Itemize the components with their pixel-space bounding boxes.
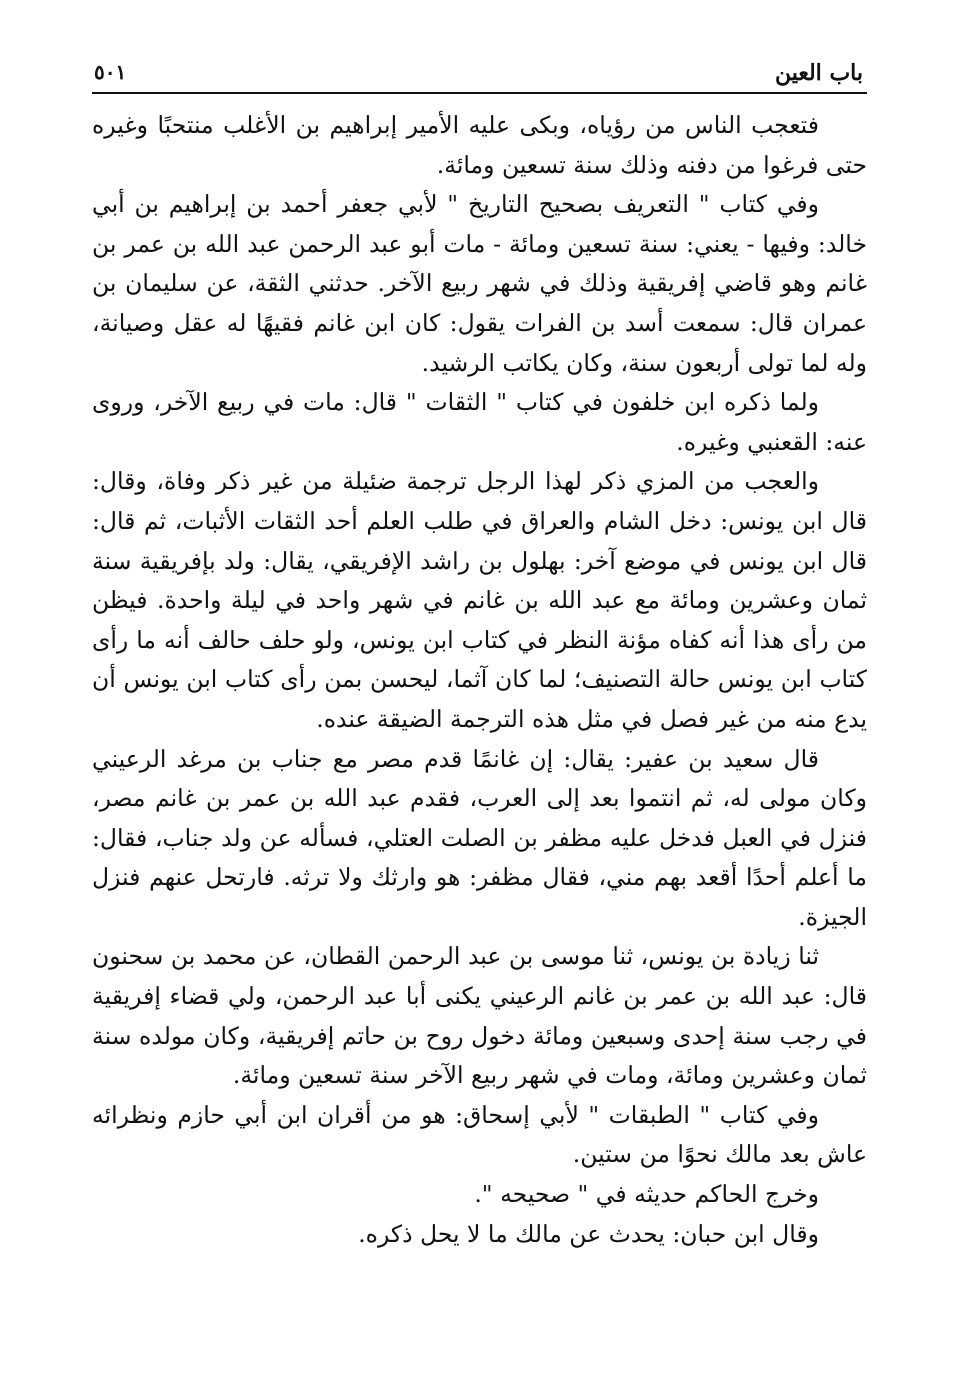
paragraph: فتعجب الناس من رؤياه، وبكى عليه الأمير إبراهيم بن الأغلب منتحبًا وغيره حتى فرغوا من دفنه وذلك سنة تسعين ومائة.	[92, 111, 867, 179]
page-number: ٥٠١	[94, 60, 127, 84]
paragraph: وخرج الحاكم حديثه في " صحيحه ".	[474, 1180, 819, 1209]
paragraph: وفي كتاب " التعريف بصحيح التاريخ " لأبي جعفر أحمد بن إبراهيم بن أبي خالد: وفيها - يعني: سنة تسعين ومائة - مات أبو عبد الرحمن عبد الله بن عمر بن غانم وهو قاضي إفريقية وذلك في شهر ربيع الآخر. حدثني الثقة، عن سليمان بن عمران قال: سمعت أسد بن الفرات يقول: كان ابن غانم فقيهًا له عقل وصيانة، وله لما تولى أربعون سنة، وكان يكاتب الرشيد.	[92, 190, 867, 377]
document-page	[92, 48, 867, 1254]
paragraph: قال سعيد بن عفير: يقال: إن غانمًا قدم مصر مع جناب بن مرغد الرعيني وكان مولى له، ثم انتموا بعد إلى العرب، فقدم عبد الله بن عمر بن غانم مصر، فنزل في العبل فدخل عليه مظفر بن الصلت العتلي، فسأله عن ولد جناب، فقال: ما أعلم أحدًا أقعد بهم مني، فقال مظفر: هو وارثك ولا ترثه. فارتحل عنهم فنزل الجيزة.	[92, 744, 867, 931]
paragraph: وقال ابن حبان: يحدث عن مالك ما لا يحل ذكره.	[358, 1219, 819, 1248]
paragraph: والعجب من المزي ذكر لهذا الرجل ترجمة ضئيلة من غير ذكر وفاة، وقال: قال ابن يونس: دخل الشام والعراق في طلب العلم أحد الثقات الأثبات، ثم قال: قال ابن يونس في موضع آخر: بهلول بن راشد الإفريقي، يقال: ولد بإفريقية سنة ثمان وعشرين ومائة مع عبد الله بن غانم في شهر واحد في ليلة واحدة. فيظن من رأى هذا أنه كفاه مؤنة النظر في كتاب ابن يونس، ولو حلف حالف أنه ما رأى كتاب ابن يونس حالة التصنيف؛ لما كان آثما، ليحسن بمن رأى كتاب ابن يونس أن يدع منه من غير فصل في مثل هذه الترجمة الضيقة عنده.	[92, 467, 867, 733]
page-header	[92, 48, 867, 94]
paragraph: ثنا زيادة بن يونس، ثنا موسى بن عبد الرحمن القطان، عن محمد بن سحنون قال: عبد الله بن عمر بن غانم الرعيني يكنى أبا عبد الرحمن، ولي قضاء إفريقية في رجب سنة إحدى وسبعين ومائة دخول روح بن حاتم إفريقية، وكان مولده سنة ثمان وعشرين ومائة، ومات في شهر ربيع الآخر سنة تسعين ومائة.	[92, 942, 867, 1090]
body-text	[92, 106, 867, 1254]
paragraph: وفي كتاب " الطبقات " لأبي إسحاق: هو من أقران ابن أبي حازم ونظرائه عاش بعد مالك نحوًا من ستين.	[92, 1100, 867, 1169]
section-title: باب العين	[774, 60, 863, 86]
paragraph: ولما ذكره ابن خلفون في كتاب " الثقات " قال: مات في ربيع الآخر، وروى عنه: القعنبي وغيره.	[92, 388, 867, 456]
